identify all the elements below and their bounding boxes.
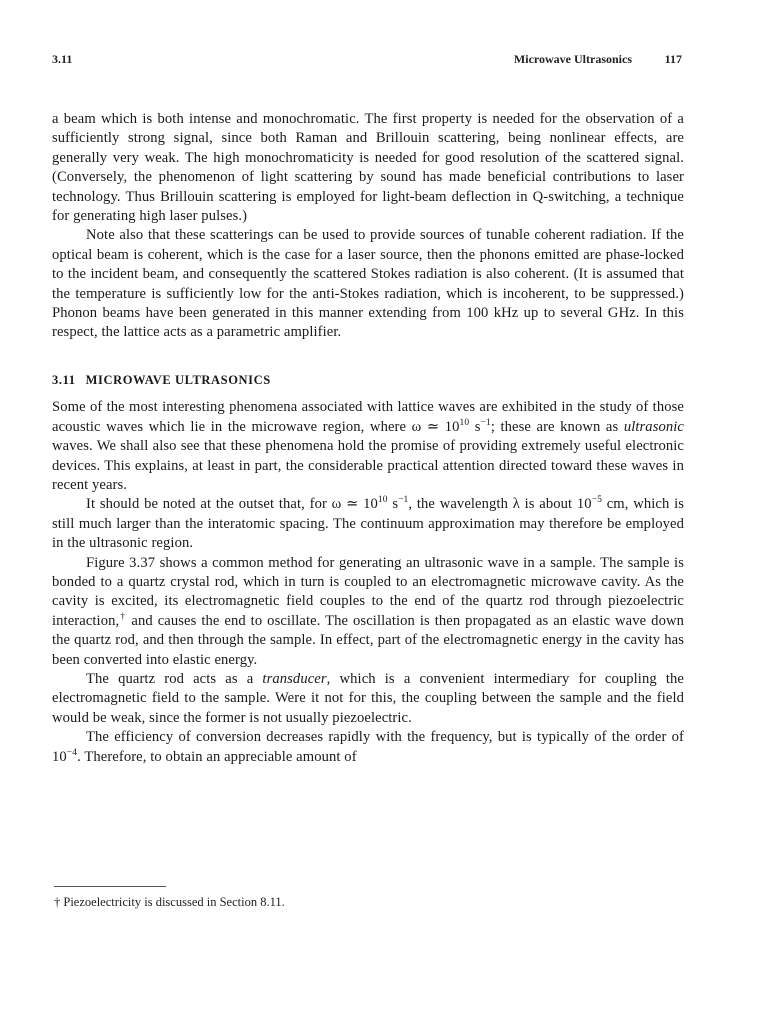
body-text	[52, 110, 684, 767]
paragraph-transducer: The quartz rod acts as a transducer, which is a convenient intermediary for coupling the electromagnetic field to the sample. Were it not for this, the coupling between the sample and the field would be weak, since the former is not usually piezoelectric.	[52, 670, 684, 726]
section-title: MICROWAVE ULTRASONICS	[85, 372, 271, 387]
term-transducer: transducer	[262, 670, 327, 687]
section-heading	[52, 371, 684, 390]
footnote: † Piezoelectricity is discussed in Section 8.11.	[54, 895, 285, 909]
paragraph-wavelength: It should be noted at the outset that, for ω ≃ $10^{10}$ $s^{-1}$, the wavelength λ is about $10^{-5}$ cm, which is still much larger than the interatomic spacing. The continuum approximation may therefore be employed in the ultrasonic region.	[52, 495, 685, 552]
running-head-section-number: 3.11	[52, 52, 73, 66]
footnote-divider	[54, 886, 166, 887]
page-number: 117	[664, 52, 682, 66]
paragraph-ultrasonic-intro: Some of the most interesting phenomena associated with lattice waves are exhibited in the study of those acoustic waves which lie in the microwave region, where ω ≃ $10^{10}$ $s^{-1}$; these are known as ultrasonic waves. We shall also see that these phenomena hold the promise of providing extremely useful electronic devices. This explains, at least in part, the considerable practical attention directed toward these waves in recent years.	[52, 399, 684, 493]
section-number: 3.11	[52, 372, 76, 387]
footnote-marker: †	[119, 611, 127, 622]
book-page	[52, 0, 684, 1024]
running-head-title: Microwave Ultrasonics	[513, 52, 632, 66]
paragraph-efficiency: The efficiency of conversion decreases rapidly with the frequency, but is typically of the order of $10^{-4}$. Therefore, to obtain an appreciable amount of	[52, 729, 684, 765]
paragraph-intense-monochromatic: a beam which is both intense and monochromatic. The first property is needed for the observation of a sufficiently strong signal, since both Raman and Brillouin scattering, being nonlinear effects, are generally very weak. The high monochromaticity is needed for good resolution of the scattered signal. (Conversely, the phenomenon of light scattering by sound has made beneficial contributions to laser technology. Thus Brillouin scattering is employed for light-beam deflection in Q-switching, a technique for generating high laser pulses.)	[52, 111, 684, 225]
term-ultrasonic: ultrasonic	[623, 418, 684, 435]
paragraph-figure-method: Figure 3.37 shows a common method for generating an ultrasonic wave in a sample. The sample is bonded to a quartz crystal rod, which in turn is coupled to an electromagnetic microwave cavity. As the cavity is excited, its electromagnetic field couples to the end of the quartz rod through piezoelectric interaction,† and causes the end to oscillate. The oscillation is then propagated as an elastic wave down the quartz rod, and then through the sample. In effect, part of the electromagnetic energy in the cavity has been converted into elastic energy.	[52, 554, 684, 668]
paragraph-tunable-coherent: Note also that these scatterings can be used to provide sources of tunable coherent radiation. If the optical beam is coherent, which is the case for a laser source, then the phonons emitted are phase-locked to the incident beam, and consequently the scattered Stokes radiation is also coherent. (It is assumed that the temperature is sufficiently low for the anti-Stokes radiation, which is incoherent, to be suppressed.) Phonon beams have been generated in this manner extending from 100 kHz up to several GHz. In this respect, the lattice acts as a parametric amplifier.	[52, 227, 684, 341]
